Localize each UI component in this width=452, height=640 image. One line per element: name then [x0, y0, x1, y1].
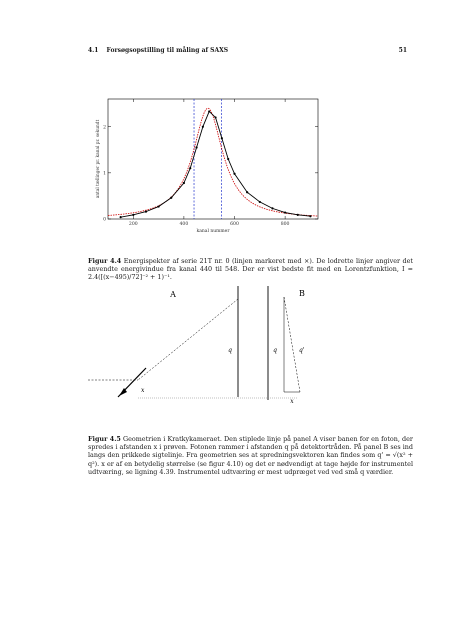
x-tick-label: 800	[280, 222, 290, 227]
header-section-title: Forsøgsopstilling til måling af SAXS	[106, 47, 229, 54]
photon-path-dashed	[138, 299, 238, 380]
plot-marks	[108, 99, 317, 219]
q-prime-label: q'	[299, 347, 305, 354]
data-point	[309, 215, 311, 217]
y-tick-label: 2	[103, 125, 106, 131]
figure-4-4-label: Figur 4.4	[88, 257, 122, 265]
data-point	[271, 207, 273, 209]
q-label-a: q	[228, 347, 232, 354]
data-point	[208, 110, 210, 112]
data-point	[202, 126, 204, 128]
x-tick-label: 600	[230, 222, 239, 227]
spectrum-line	[121, 111, 311, 217]
x-tick-label: 200	[128, 222, 138, 227]
data-point	[120, 216, 122, 218]
data-point	[214, 116, 216, 118]
data-point	[170, 197, 172, 199]
y-axis-label: antal tællinger pr. kanal pr. sekundt	[96, 119, 101, 199]
q-label-b: q	[273, 347, 277, 354]
y-tick-label: 1	[103, 171, 106, 177]
page-number: 51	[398, 47, 407, 54]
x-axis-label: kanal nummer	[196, 229, 230, 234]
plot-frame	[103, 99, 318, 227]
data-point	[284, 211, 286, 213]
data-point	[233, 173, 235, 175]
header-section	[88, 47, 228, 54]
q-prime-line-dashed	[284, 297, 300, 392]
data-point	[221, 137, 223, 139]
data-point	[227, 158, 229, 160]
x-label-b: x	[290, 398, 294, 405]
figure-4-5-caption	[88, 435, 413, 476]
data-point	[132, 214, 134, 216]
data-point	[195, 146, 197, 148]
panel-b-label: B	[299, 289, 305, 298]
data-point	[297, 214, 299, 216]
figure-4-4-caption	[88, 257, 413, 282]
header-section-number: 4.1	[88, 47, 99, 54]
data-point	[246, 191, 248, 193]
lorentz-fit-curve	[108, 108, 317, 216]
data-point	[145, 211, 147, 213]
running-header	[88, 47, 407, 54]
energy-spectrum-chart	[84, 96, 334, 246]
data-point	[183, 182, 185, 184]
x-tick-label: 400	[179, 222, 189, 227]
data-point	[158, 205, 160, 207]
figure-4-5-label: Figur 4.5	[88, 435, 121, 443]
data-point	[259, 201, 261, 203]
panel-a-label: A	[170, 290, 176, 299]
figure-4-5-text: Geometrien i Kratkykameraet. Den stiplede linje på panel A viser banen for en foton, der spredes i afstanden x i prøven. Fotonen rammer i afstanden q på detektortråden. På panel B ses ind langs den prikkede sigtelinje. Fra geometrien ses at spredningsvektoren kan findes som q' = √(x² + q²). x er af en betydelig størrelse (se figur 4.10) og det er nødvendigt at tage højde for instrumentel udtværing, se ligning 4.39. Instrumentel udtværing er mest udpræget ved ved små q værdier.	[88, 435, 413, 476]
y-tick-label: 0	[103, 217, 106, 223]
kratky-geometry-diagram	[88, 282, 338, 412]
figure-4-4-text: Energispekter af serie 21T nr. 0 (linjen markeret med ×). De lodrette linjer angiver det anvendte energivindue fra kanal 440 til 548. Der er vist bedste fit med en Lorentzfunktion, I = 2.4([(x−495)/72]⁻² + 1)⁻¹.	[88, 257, 413, 282]
x-label-a: x	[141, 387, 145, 394]
data-point	[189, 167, 191, 169]
